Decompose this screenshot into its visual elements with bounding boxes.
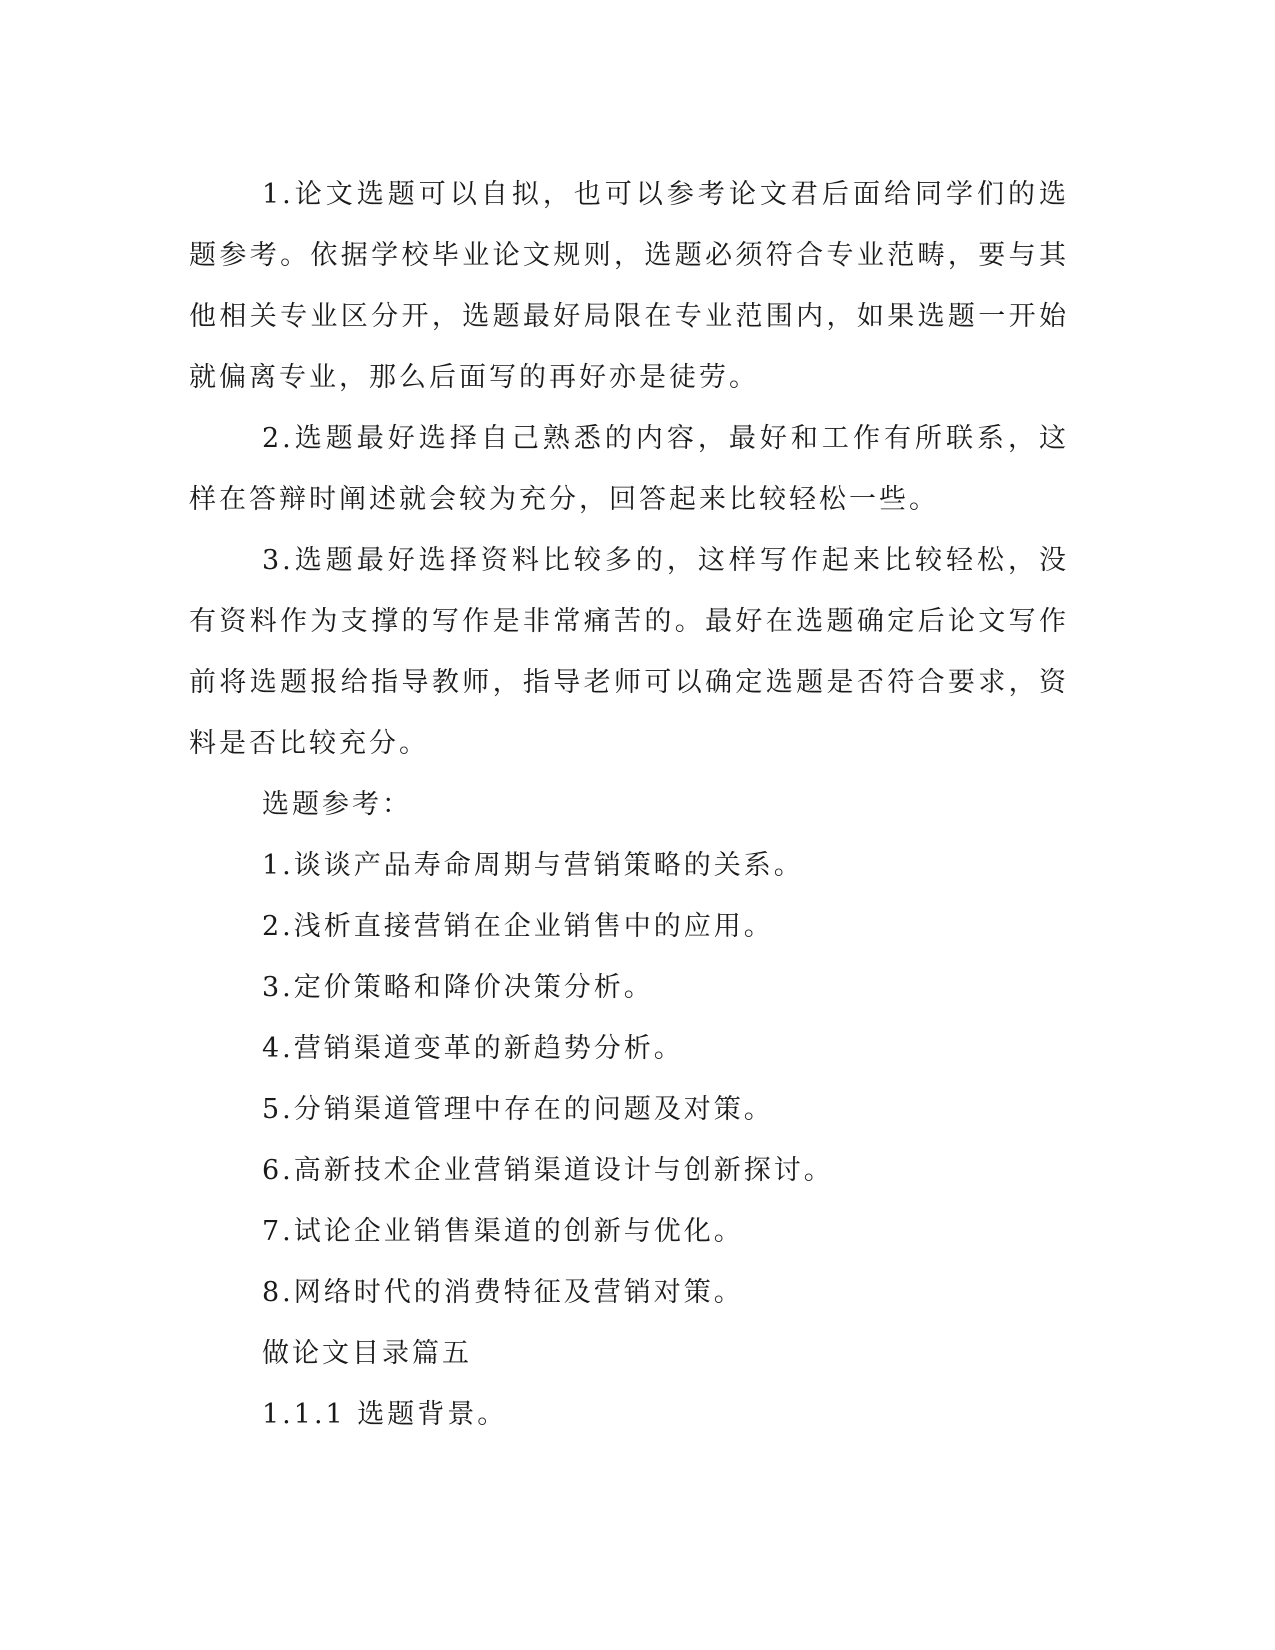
reference-item: 6.高新技术企业营销渠道设计与创新探讨。 bbox=[262, 1155, 834, 1186]
paragraph-topic-selection-3: 3.选题最好选择资料比较多的，这样写作起来比较轻松，没有资料作为支撑的写作是非常痛苦的。最好在选题确定后论文写作前将选题报给指导教师，指导老师可以确定选题是否符合要求，资料是否比较充分。 bbox=[189, 545, 1069, 759]
reference-heading: 选题参考： bbox=[262, 789, 412, 820]
reference-item: 2.浅析直接营销在企业销售中的应用。 bbox=[262, 911, 774, 942]
paragraph-topic-selection-2: 2.选题最好选择自己熟悉的内容，最好和工作有所联系，这样在答辩时阐述就会较为充分，回答起来比较轻松一些。 bbox=[189, 423, 1069, 515]
reference-item: 7.试论企业销售渠道的创新与优化。 bbox=[262, 1216, 744, 1247]
reference-item: 8.网络时代的消费特征及营销对策。 bbox=[262, 1277, 744, 1308]
section-title: 做论文目录篇五 bbox=[262, 1338, 472, 1369]
subsection-heading: 1.1.1 选题背景。 bbox=[262, 1399, 508, 1430]
reference-item: 4.营销渠道变革的新趋势分析。 bbox=[262, 1033, 684, 1064]
reference-item: 3.定价策略和降价决策分析。 bbox=[262, 972, 654, 1003]
paragraph-topic-selection-1: 1.论文选题可以自拟，也可以参考论文君后面给同学们的选题参考。依据学校毕业论文规则，选题必须符合专业范畴，要与其他相关专业区分开，选题最好局限在专业范围内，如果选题一开始就偏离专业，那么后面写的再好亦是徒劳。 bbox=[189, 179, 1069, 393]
reference-item: 5.分销渠道管理中存在的问题及对策。 bbox=[262, 1094, 774, 1125]
reference-item: 1.谈谈产品寿命周期与营销策略的关系。 bbox=[262, 850, 804, 881]
document-body bbox=[189, 164, 1069, 1445]
